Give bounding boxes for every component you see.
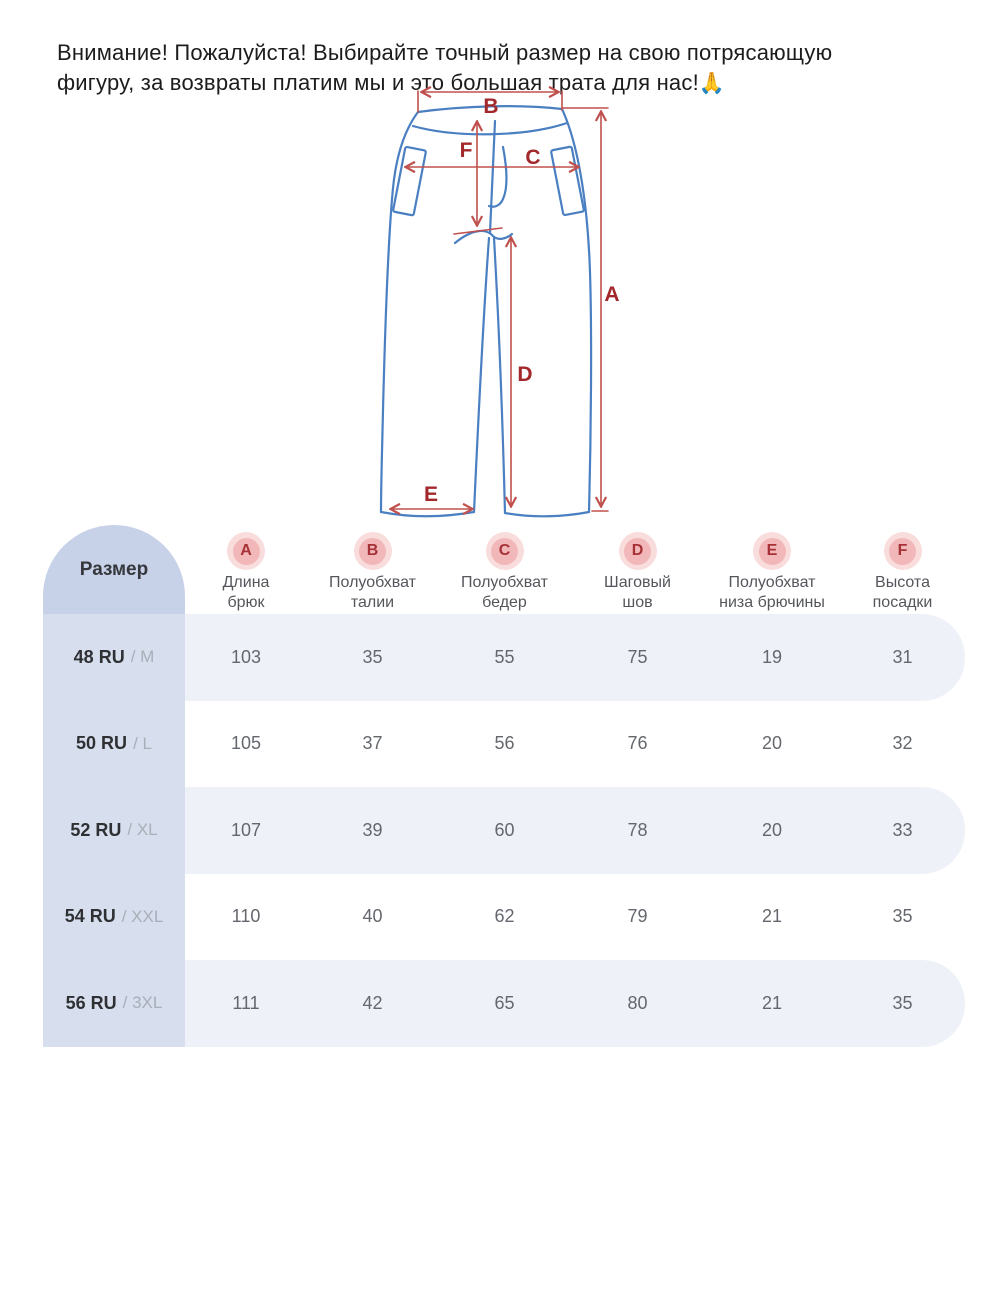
value-cell-e: 20 [761,819,783,840]
letter-badge-e: E [753,532,791,570]
size-cell: 54 RU / XXL [43,874,185,961]
column-header-c [438,525,571,614]
value-cell-e: 19 [761,646,783,667]
table-row-56ru [43,960,965,1047]
front-rise-line [490,121,495,233]
value-cell-c: 65 [494,992,515,1013]
column-label: Высота посадки [872,574,933,611]
column-header-e [704,525,840,614]
right-pocket [551,147,584,216]
size-column-header [43,525,185,614]
column-header-f [840,525,965,614]
column-label: Полуобхват талии [329,574,416,611]
value-cell-e: 21 [761,992,783,1013]
size-cell: 50 RU / L [43,701,185,788]
notice-line-2: фигуру, за возвраты платим мы и это большая трата для нас!🙏 [57,70,726,95]
value-cell-b: 42 [362,992,383,1013]
value-cell-a: 103 [230,646,262,667]
size-cell: 48 RU / M [43,614,185,701]
left-leg-hem [381,512,474,516]
left-leg-inner-edge [474,238,489,512]
notice-line-1: Внимание! Пожалуйста! Выбирайте точный размер на свою потрясающую [57,40,833,65]
table-row-50ru [43,701,965,788]
value-cell-e: 20 [761,733,783,754]
table-row-48ru [43,614,965,701]
value-cell-a: 111 [232,992,260,1013]
value-cell-d: 80 [627,992,648,1013]
column-header-b [307,525,438,614]
size-cell: 56 RU / 3XL [43,960,185,1047]
value-cell-d: 78 [627,819,648,840]
praying-hands-emoji: 🙏 [698,72,726,95]
value-cell-c: 60 [494,819,515,840]
dim-label-c: C [525,146,541,169]
dim-label-b: B [483,95,499,118]
letter-badge-a: A [227,532,265,570]
dim-label-f: F [459,139,473,162]
right-leg-inner-edge [494,238,505,513]
column-label: Полуобхват бедер [461,574,548,611]
column-label: Длина брюк [222,574,270,611]
value-cell-c: 56 [494,733,515,754]
value-cell-a: 105 [230,733,262,754]
letter-badge-f: F [884,532,922,570]
value-cell-b: 35 [362,646,383,667]
column-header-d [571,525,704,614]
value-cell-f: 35 [892,992,913,1013]
value-cell-d: 76 [627,733,648,754]
value-cell-b: 39 [362,819,383,840]
value-cell-c: 62 [494,906,515,927]
dim-label-e: E [423,483,439,506]
waistband-bottom-line [413,123,567,134]
value-cell-b: 37 [362,733,383,754]
dim-f-tick-bottom [454,228,502,234]
column-label: Полуобхват низа брючины [719,574,825,611]
table-row-54ru [43,874,965,961]
value-cell-c: 55 [494,646,515,667]
letter-badge-c: C [486,532,524,570]
table-row-52ru [43,787,965,874]
value-cell-a: 107 [230,819,262,840]
value-cell-d: 75 [627,646,648,667]
dim-label-d: D [517,363,533,386]
value-cell-b: 40 [362,906,383,927]
value-cell-f: 33 [892,819,913,840]
dim-label-a: A [604,283,620,306]
value-cell-f: 32 [892,733,913,754]
size-header-label: Размер [79,558,149,580]
pants-measurement-diagram [0,0,1000,530]
right-leg-hem [505,512,589,516]
value-cell-d: 79 [627,906,648,927]
size-cell: 52 RU / XL [43,787,185,874]
value-cell-a: 110 [231,906,261,927]
value-cell-f: 35 [892,906,913,927]
value-cell-e: 21 [761,906,783,927]
table-header-row [43,525,965,614]
letter-badge-b: B [354,532,392,570]
column-header-a [185,525,307,614]
letter-badge-d: D [619,532,657,570]
size-table [43,525,965,1047]
column-label: Шаговый шов [604,574,671,611]
value-cell-f: 31 [892,646,913,667]
